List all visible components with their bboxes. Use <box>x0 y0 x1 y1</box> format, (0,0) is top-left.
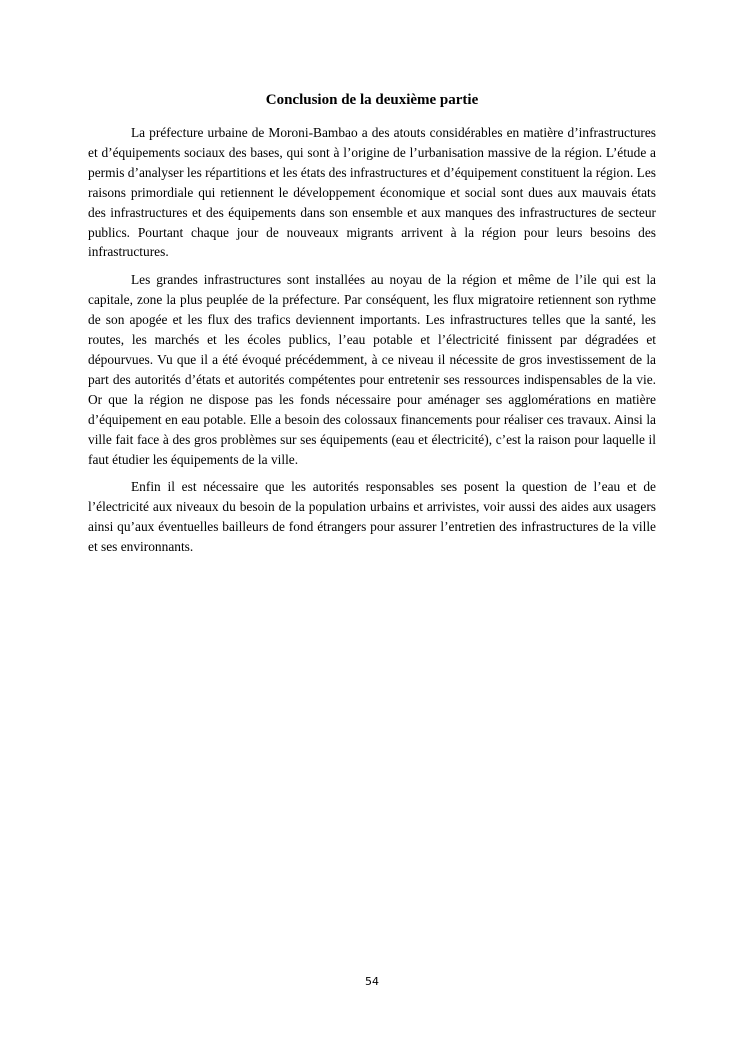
page-number: 54 <box>365 975 379 988</box>
paragraph-2: Les grandes infrastructures sont installées au noyau de la région et même de l’ile qui est la capitale, zone la plus peuplée de la préfecture. Par conséquent, les flux migratoire retiennent son rythme de son apogée et les flux des trafics deviennent importants. Les infrastructures telles que la santé, les routes, les marchés et les écoles publics, l’eau potable et l’électricité finissent par dégradées et dépourvues. Vu que il a été évoqué précédemment, à ce niveau il nécessite de gros investissement de la part des autorités d’états et autorités compétentes pour entretenir ses ressources indispensables de la vie. Or que la région ne dispose pas les fonds nécessaire pour aménager ses agglomérations en matière d’équipement en eau potable. Elle a besoin des colossaux financements pour réaliser ces travaux. Ainsi la ville fait face à des gros problèmes sur ses équipements (eau et électricité), c’est la raison pour laquelle il faut étudier les équipements de la ville. <box>88 272 656 467</box>
paragraph-1: La préfecture urbaine de Moroni-Bambao a des atouts considérables en matière d’infrastructures et d’équipements sociaux des bases, qui sont à l’origine de l’urbanisation massive de la région. L’étude a permis d’analyser les répartitions et les états des infrastructures et d’équipement constituent la région. Les raisons primordiale qui retiennent le développement économique et social sont dues aux mauvais états des infrastructures et des équipements dans son ensemble et aux manques des infrastructures de secteur publics. Pourtant chaque jour de nouveaux migrants arrivent à la région pour leurs besoins des infrastructures. <box>88 125 656 260</box>
section-title: Conclusion de la deuxième partie <box>265 92 479 108</box>
body-text <box>88 123 656 565</box>
paragraph-3: Enfin il est nécessaire que les autorités responsables ses posent la question de l’eau et de l’électricité aux niveaux du besoin de la population urbains et arrivistes, voir aussi des aides aux usagers ainsi qu’aux éventuelles bailleurs de fond étrangers pour assurer l’entretien des infrastructures de la ville et ses environnants. <box>88 479 656 555</box>
